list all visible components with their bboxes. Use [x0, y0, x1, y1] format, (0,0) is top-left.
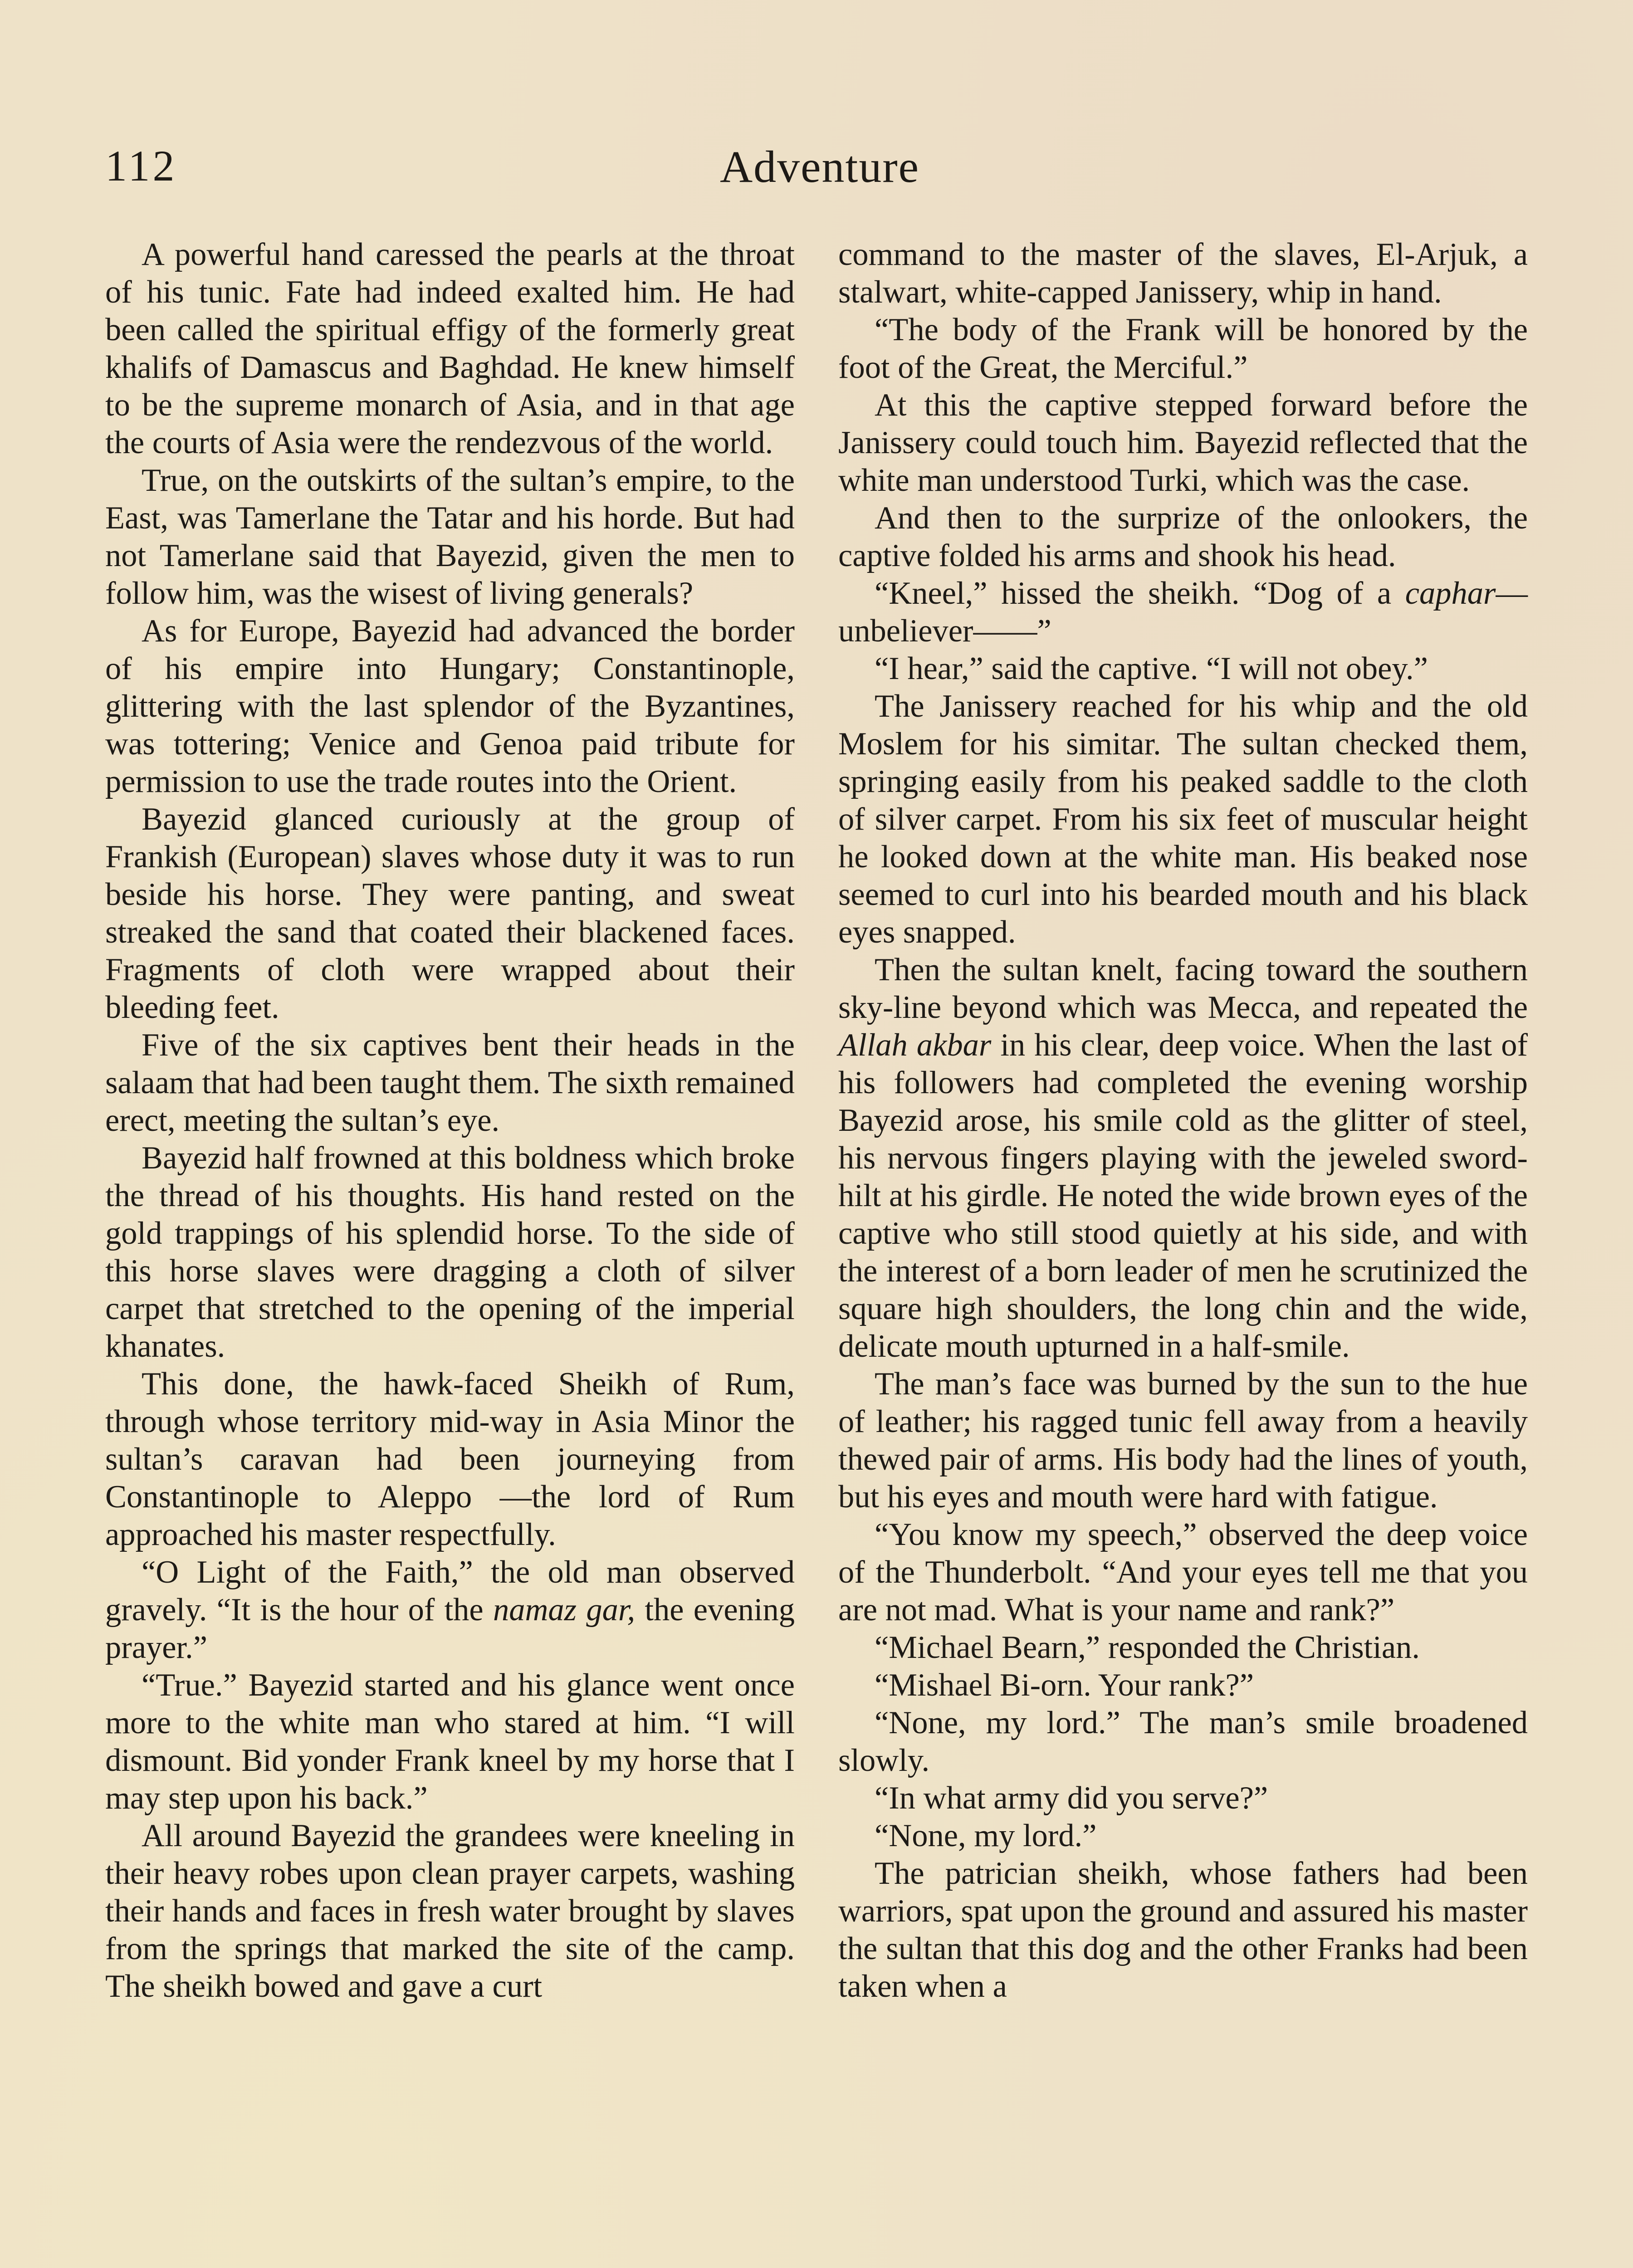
- paragraph-text: “Kneel,” hissed the sheikh. “Dog of a: [875, 576, 1405, 611]
- text-column-right: [838, 236, 1528, 2005]
- paragraph: This done, the hawk-faced Sheikh of Rum, through whose territory mid-way in Asia Minor the sultan’s caravan had been journeying from Constantinople to Aleppo —the lord of Rum approached his master respectfully.: [105, 1366, 795, 1552]
- text-column-left: [105, 236, 795, 2005]
- paragraph: Bayezid glanced curiously at the group of Frankish (European) slaves whose duty it was to run beside his horse. They were panting, and sweat streaked the sand that coated their blackened faces. Fragments of cloth were wrapped about their bleeding feet.: [105, 802, 795, 1025]
- paragraph: “None, my lord.”: [875, 1818, 1097, 1853]
- paragraph: All around Bayezid the grandees were kneeling in their heavy robes upon clean prayer carpets, washing their hands and faces in fresh water brought by slaves from the springs that marked the site of the camp. The sheikh bowed and gave a curt: [105, 1818, 795, 2004]
- paragraph: True, on the outskirts of the sultan’s empire, to the East, was Tamerlane the Tatar and his horde. But had not Tamerlane said that Bayezid, given the men to follow him, was the wisest of living generals?: [105, 463, 795, 611]
- paragraph: The man’s face was burned by the sun to the hue of leather; his ragged tunic fell away from a heavily thewed pair of arms. His body had the lines of youth, but his eyes and mouth were hard with fatigue.: [838, 1366, 1528, 1515]
- paragraph-text: Then the sultan knelt, facing toward the southern sky-line beyond which was Mecca, and repeated the: [838, 952, 1528, 1025]
- paragraph: [838, 951, 1528, 1365]
- page-header: [105, 141, 1534, 200]
- paragraph: As for Europe, Bayezid had advanced the border of his empire into Hungary; Constantinople, glittering with the last splendor of the Byzantines, was tottering; Venice and Genoa paid tribute for permission to use the trade routes into the Orient.: [105, 613, 795, 799]
- paragraph: A powerful hand caressed the pearls at the throat of his tunic. Fate had indeed exalted him. He had been called the spiritual effigy of the formerly great khalifs of Damascus and Baghdad. He knew himself to be the supreme monarch of Asia, and in that age the courts of Asia were the rendezvous of the world.: [105, 237, 795, 460]
- paragraph: command to the master of the slaves, El-Arjuk, a stalwart, white-capped Janissery, whip in hand.: [838, 237, 1528, 310]
- paragraph: Bayezid half frowned at this boldness which broke the thread of his thoughts. His hand rested on the gold trappings of his splendid horse. To the side of this horse slaves were dragging a cloth of silver carpet that stretched to the opening of the imperial khanates.: [105, 1140, 795, 1364]
- paragraph: “Mishael Bi-orn. Your rank?”: [875, 1667, 1254, 1703]
- paragraph: “True.” Bayezid started and his glance went once more to the white man who stared at him. “I will dismount. Bid yonder Frank kneel by my horse that I may step upon his back.”: [105, 1667, 795, 1816]
- paragraph: “None, my lord.” The man’s smile broadened slowly.: [838, 1705, 1528, 1778]
- paragraph: Five of the six captives bent their heads in the salaam that had been taught them. The sixth remained erect, meeting the sultan’s eye.: [105, 1027, 795, 1138]
- paragraph: “Michael Bearn,” responded the Christian.: [875, 1630, 1420, 1665]
- paragraph: “In what army did you serve?”: [875, 1780, 1268, 1816]
- running-title: Adventure: [719, 142, 920, 192]
- paragraph: And then to the surprize of the onlookers, the captive folded his arms and shook his head.: [838, 500, 1528, 573]
- paragraph-text: the evening prayer.”: [105, 1592, 795, 1665]
- italic-term: Allah akbar: [838, 1027, 992, 1063]
- paragraph: The Janissery reached for his whip and the old Moslem for his simitar. The sultan checked them, springing easily from his peaked saddle to the cloth of silver carpet. From his six feet of muscular height he looked down at the white man. His beaked nose seemed to curl into his bearded mouth and his black eyes snapped.: [838, 689, 1528, 950]
- paragraph: The patrician sheikh, whose fathers had been warriors, spat upon the ground and assured his master the sultan that this dog and the other Franks had been taken when a: [838, 1856, 1528, 2004]
- paragraph: “You know my speech,” observed the deep voice of the Thunderbolt. “And your eyes tell me that you are not mad. What is your name and rank?”: [838, 1517, 1528, 1628]
- paragraph-text: “O Light of the Faith,” the old man observed gravely. “It is the hour of the: [105, 1554, 795, 1628]
- paragraph-text: in his clear, deep voice. When the last of his followers had completed the evening worship Bayezid arose, his smile cold as the glitter of steel, his nervous fingers playing with the jeweled sword-hilt at his girdle. He noted the wide brown eyes of the captive who still stood quietly at his side, and with the interest of a born leader of men he scrutinized the square high shoulders, the long chin and the wide, delicate mouth upturned in a half-smile.: [838, 1027, 1528, 1364]
- paragraph: “I hear,” said the captive. “I will not obey.”: [875, 651, 1428, 686]
- paragraph: [838, 575, 1528, 650]
- paragraph: [105, 1554, 795, 1667]
- italic-term: caphar: [1405, 576, 1496, 611]
- paragraph: “The body of the Frank will be honored by the foot of the Great, the Merciful.”: [838, 312, 1528, 385]
- paragraph-text: —unbeliever——”: [838, 576, 1528, 649]
- italic-term: namaz gar,: [493, 1592, 636, 1628]
- paragraph: At this the captive stepped forward before the Janissery could touch him. Bayezid reflected that the white man understood Turki, which was the case.: [838, 387, 1528, 498]
- page-number: 112: [105, 142, 177, 190]
